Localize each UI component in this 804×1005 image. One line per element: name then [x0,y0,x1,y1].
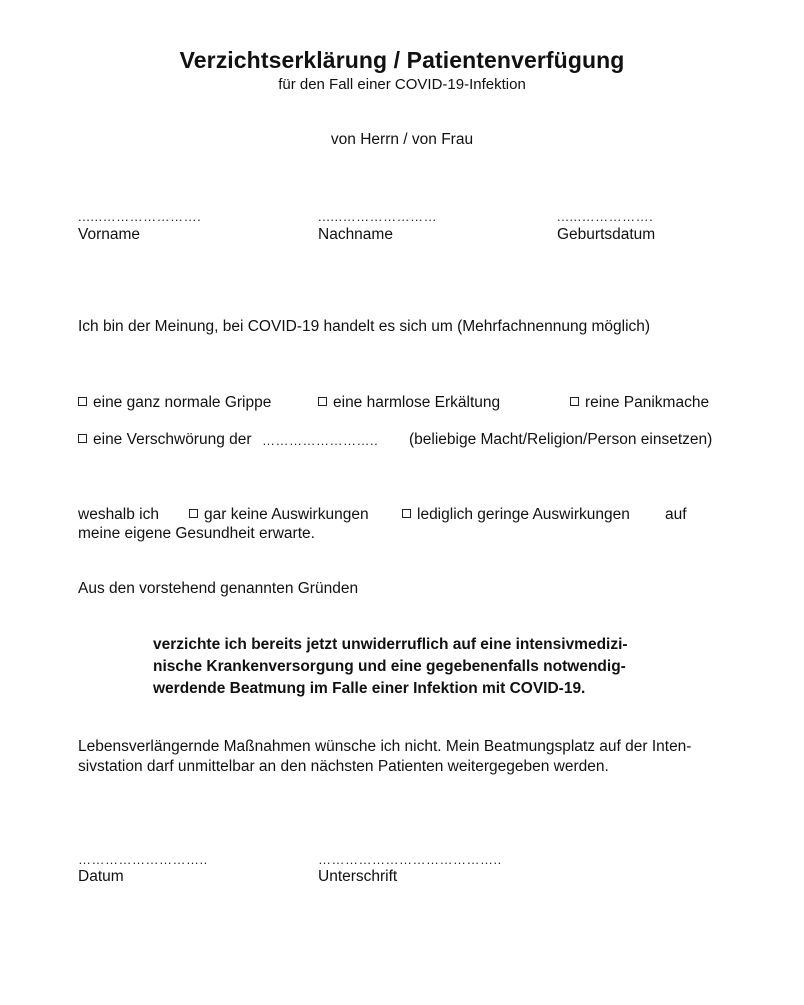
option-minor-effects-label: lediglich geringe Auswirkungen [417,506,630,523]
option-cold[interactable] [318,394,500,412]
waiver-line-3: werdende Beatmung im Falle einer Infektion mit COVID-19. [153,680,586,697]
waiver-line-2: nische Krankenversorgung und eine gegebenenfalls notwendig- [153,658,626,675]
checkbox-no-effects[interactable] [189,509,198,518]
option-flu-label: eine ganz normale Grippe [93,394,272,411]
checkbox-cold[interactable] [318,397,327,406]
option-no-effects-label: gar keine Auswirkungen [204,506,369,523]
last-name-field[interactable]: ......………………… [318,209,438,224]
option-conspiracy-label: eine Verschwörung der [93,431,252,448]
option-panic[interactable] [570,394,709,412]
option-conspiracy[interactable] [78,431,252,449]
opinion-intro: Ich bin der Meinung, bei COVID-19 handelt es sich um (Mehrfachnennung möglich) [78,318,651,335]
effects-lead: weshalb ich [78,506,159,523]
closing-line-2: sivstation darf unmittelbar an den nächsten Patienten weitergegeben werden. [78,758,609,775]
first-name-label: Vorname [78,226,141,243]
checkbox-flu[interactable] [78,397,87,406]
date-field[interactable]: ……………………….. [78,852,208,867]
option-cold-label: eine harmlose Erkältung [333,394,501,411]
option-panic-label: reine Panikmache [585,394,710,411]
closing-line-1: Lebensverlängernde Maßnahmen wünsche ich nicht. Mein Beatmungsplatz auf der Inten- [78,738,692,755]
checkbox-panic[interactable] [570,397,579,406]
birth-date-label: Geburtsdatum [557,226,656,243]
effects-tail: auf [665,506,687,523]
salutation: von Herrn / von Frau [330,131,474,148]
document-title: Verzichtserklärung / Patientenverfügung [179,47,625,73]
signature-field[interactable]: ………………………………….. [318,852,502,867]
last-name-label: Nachname [318,226,393,243]
conspiracy-hint: (beliebige Macht/Religion/Person einsetzen) [409,431,713,448]
signature-label: Unterschrift [318,868,398,885]
first-name-field[interactable]: ......…………………. [78,209,202,224]
date-label: Datum [78,868,124,885]
effects-line2: meine eigene Gesundheit erwarte. [78,525,315,542]
checkbox-conspiracy[interactable] [78,434,87,443]
reasons-text: Aus den vorstehend genannten Gründen [78,580,359,597]
birth-date-field[interactable]: ......……………. [557,209,654,224]
checkbox-minor-effects[interactable] [402,509,411,518]
waiver-line-1: verzichte ich bereits jetzt unwiderruflich auf eine intensivmedizi- [153,636,628,653]
document-subtitle: für den Fall einer COVID-19-Infektion [278,76,526,93]
option-minor-effects[interactable] [402,506,630,524]
option-flu[interactable] [78,394,271,412]
option-no-effects[interactable] [189,506,369,524]
conspiracy-blank-field[interactable]: …………………….. [262,433,379,448]
